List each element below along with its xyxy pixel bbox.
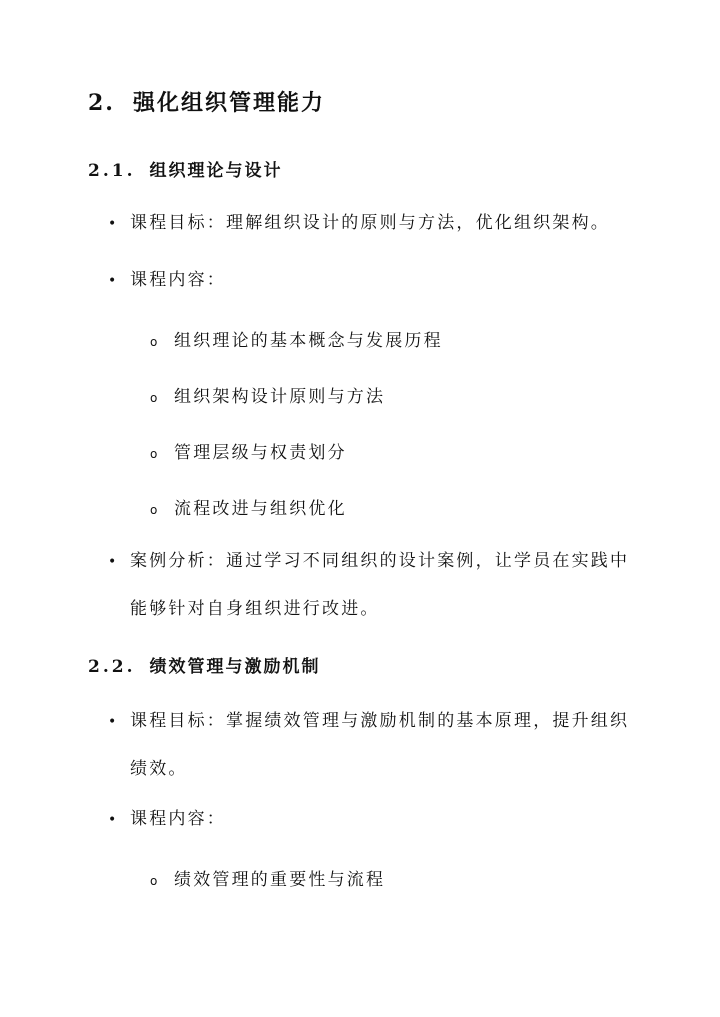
sub-item-text: 流程改进与组织优化 [174,499,347,519]
content-label: 课程内容： [130,270,226,290]
sub-list-item [150,494,347,519]
sub-item-text: 组织架构设计原则与方法 [174,387,386,407]
section-number: 2. [88,90,115,116]
bullet-marker: • [108,273,119,289]
subsection-heading-2-1 [88,156,283,181]
sub-list-item [150,865,385,890]
sub-item-text: 管理层级与权责划分 [174,443,347,463]
list-item-case [108,539,629,585]
subsection-number: 2.1. [88,161,136,181]
sub-bullet-marker: o [150,391,160,405]
subsection-title: 组织理论与设计 [149,161,283,181]
sub-bullet-marker: o [150,874,160,888]
sub-item-text: 组织理论的基本概念与发展历程 [174,331,443,351]
goal-text-line1: 课程目标：掌握绩效管理与激励机制的基本原理，提升组织 [130,711,630,731]
list-item-goal [108,201,610,247]
sub-list-item [150,382,385,407]
subsection-title: 绩效管理与激励机制 [149,657,321,677]
bullet-marker: • [108,216,119,232]
bullet-marker: • [108,812,119,828]
case-text-line2: 能够针对自身组织进行改进。 [130,599,380,619]
bullet-marker: • [108,714,119,730]
sub-bullet-marker: o [150,447,160,461]
sub-list-item [150,438,347,463]
case-text-line1: 案例分析：通过学习不同组织的设计案例，让学员在实践中 [130,551,630,571]
subsection-heading-2-2 [88,652,321,677]
goal-text: 课程目标：理解组织设计的原则与方法，优化组织架构。 [130,213,610,233]
sub-bullet-marker: o [150,335,160,349]
sub-bullet-marker: o [150,503,160,517]
section-title: 强化组织管理能力 [132,90,325,116]
subsection-number: 2.2. [88,657,136,677]
sub-list-item [150,326,443,351]
list-item-content [108,258,226,304]
section-heading [88,86,325,117]
list-item-content [108,797,226,843]
goal-text-line2: 绩效。 [130,759,188,779]
list-item-goal [108,699,629,745]
sub-item-text: 绩效管理的重要性与流程 [174,870,386,890]
content-label: 课程内容： [130,809,226,829]
bullet-marker: • [108,554,119,570]
